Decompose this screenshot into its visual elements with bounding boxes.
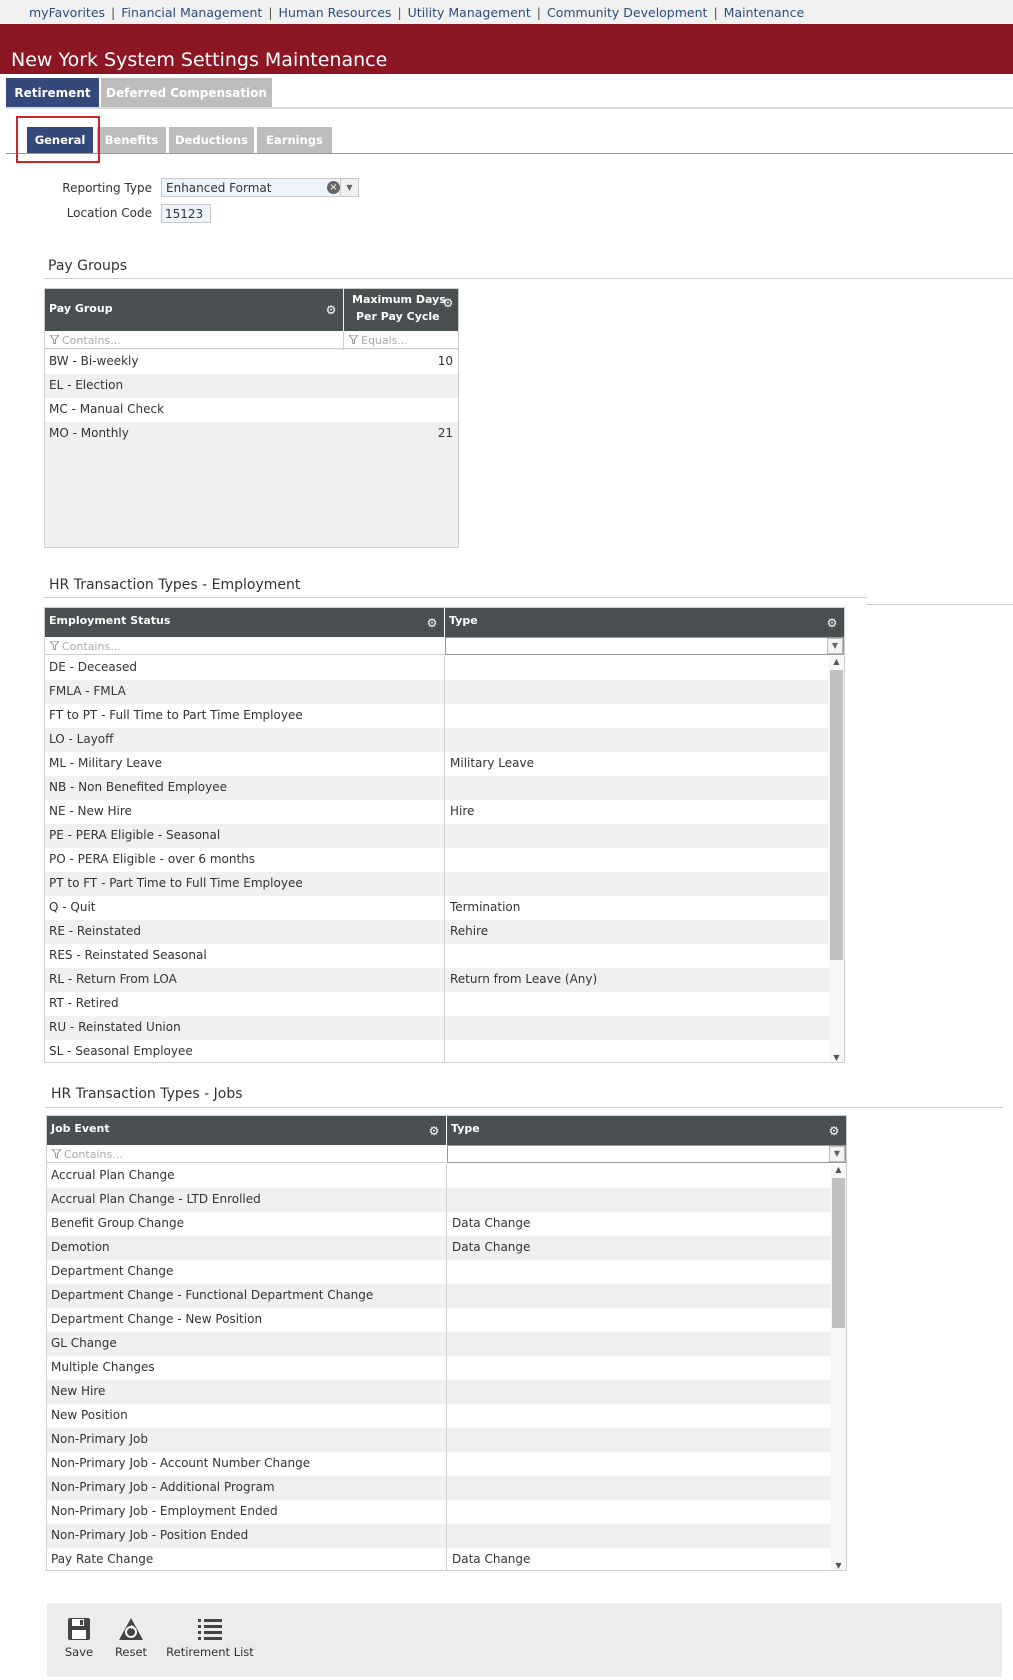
- job-event-cell: Demotion: [51, 1240, 110, 1254]
- job-event-cell: Non-Primary Job - Employment Ended: [51, 1504, 278, 1518]
- employment-status-filter-placeholder: Contains...: [62, 640, 121, 653]
- chevron-down-icon[interactable]: ▼: [340, 179, 358, 196]
- employment-divider: [44, 597, 867, 598]
- table-row[interactable]: [45, 896, 829, 920]
- subtab-earnings[interactable]: Earnings: [257, 127, 332, 153]
- employment-type-column-label: Type: [449, 614, 478, 627]
- table-row[interactable]: [47, 1356, 831, 1380]
- location-code-label: Location Code: [66, 206, 152, 220]
- nav-separator: |: [268, 5, 273, 20]
- action-toolbar: [47, 1603, 1002, 1677]
- jobs-scrollbar[interactable]: [831, 1164, 846, 1571]
- job-event-cell: Non-Primary Job - Position Ended: [51, 1528, 249, 1542]
- max-days-filter[interactable]: [344, 331, 458, 349]
- nav-separator: |: [111, 5, 116, 20]
- scroll-up-icon[interactable]: ▲: [835, 1165, 842, 1174]
- employment-status-cell: Q - Quit: [49, 900, 96, 914]
- employment-status-cell: RL - Return From LOA: [49, 972, 177, 986]
- pay-group-column-label: Pay Group: [49, 302, 113, 315]
- employment-scrollbar[interactable]: [829, 656, 844, 1063]
- nav-link-utility-management[interactable]: Utility Management: [407, 5, 531, 20]
- job-event-cell: Benefit Group Change: [51, 1216, 184, 1230]
- job-event-cell: Non-Primary Job: [51, 1432, 148, 1446]
- employment-status-cell: NB - Non Benefited Employee: [49, 780, 228, 794]
- employment-status-cell: LO - Layoff: [49, 732, 114, 746]
- gear-icon[interactable]: ⚙: [325, 303, 337, 317]
- employment-status-cell: DE - Deceased: [49, 660, 137, 674]
- employment-status-cell: NE - New Hire: [49, 804, 132, 818]
- filter-icon: [349, 335, 358, 344]
- employment-status-cell: PT to FT - Part Time to Full Time Employee: [49, 876, 303, 890]
- pay-groups-divider: [44, 278, 1013, 279]
- job-event-column-label: Job Event: [51, 1122, 110, 1135]
- job-event-cell: Department Change: [51, 1264, 174, 1278]
- pay-group-filter-placeholder: Contains...: [62, 334, 121, 347]
- job-type-filter[interactable]: [447, 1145, 846, 1163]
- employment-status-column-label: Employment Status: [49, 614, 171, 627]
- table-row[interactable]: [45, 656, 829, 680]
- employment-type-cell: Military Leave: [450, 756, 534, 770]
- retirement-list-button[interactable]: [165, 1603, 255, 1659]
- table-row[interactable]: [45, 1040, 829, 1063]
- jobs-title: HR Transaction Types - Jobs: [51, 1086, 243, 1102]
- location-code-input[interactable]: 15123: [161, 204, 211, 223]
- nav-separator: |: [536, 5, 541, 20]
- employment-rows: [45, 656, 829, 1063]
- nav-link-myfavorites[interactable]: myFavorites: [29, 5, 106, 20]
- table-row[interactable]: [45, 680, 829, 704]
- pay-groups-grid: [44, 288, 459, 548]
- tab-retirement[interactable]: Retirement: [6, 78, 99, 108]
- scroll-down-icon[interactable]: ▼: [833, 1053, 840, 1062]
- table-row[interactable]: [47, 1548, 831, 1571]
- table-row[interactable]: [47, 1476, 831, 1500]
- nav-link-human-resources[interactable]: Human Resources: [278, 5, 392, 20]
- employment-type-cell: Rehire: [450, 924, 489, 938]
- table-row[interactable]: [45, 776, 829, 800]
- page-header: [0, 24, 1013, 74]
- table-row[interactable]: [47, 1284, 831, 1308]
- list-icon: [197, 1617, 223, 1641]
- pay-group-cell: EL - Election: [49, 378, 124, 392]
- scrollbar-thumb[interactable]: [832, 1178, 845, 1328]
- table-row[interactable]: [47, 1236, 831, 1260]
- table-row[interactable]: [45, 920, 829, 944]
- job-event-cell: Department Change - Functional Department Change: [51, 1288, 374, 1302]
- gear-icon[interactable]: ⚙: [428, 1124, 440, 1138]
- column-divider: [446, 1164, 447, 1571]
- chevron-down-icon[interactable]: ▼: [829, 1146, 845, 1162]
- job-type-column-header[interactable]: [447, 1116, 846, 1145]
- job-event-cell: New Hire: [51, 1384, 106, 1398]
- job-type-cell: Data Change: [452, 1552, 531, 1566]
- nav-link-community-development[interactable]: Community Development: [546, 5, 708, 20]
- employment-type-column-header[interactable]: [445, 608, 844, 637]
- max-days-label-line1: Maximum Days: [352, 293, 446, 306]
- employment-status-filter[interactable]: [45, 637, 444, 655]
- employment-title: HR Transaction Types - Employment: [49, 577, 301, 593]
- jobs-grid: [46, 1115, 847, 1571]
- nav-separator: |: [397, 5, 402, 20]
- job-type-cell: Data Change: [452, 1216, 531, 1230]
- max-days-cell: 21: [437, 426, 453, 440]
- top-nav-links: [29, 5, 804, 20]
- reset-icon: [118, 1617, 144, 1641]
- table-row[interactable]: [47, 1524, 831, 1548]
- employment-type-cell: Hire: [450, 804, 475, 818]
- table-row[interactable]: [47, 1428, 831, 1452]
- table-row[interactable]: [45, 728, 829, 752]
- job-event-column-header[interactable]: [47, 1116, 446, 1145]
- page-title: New York System Settings Maintenance: [11, 49, 388, 71]
- table-row[interactable]: [47, 1260, 831, 1284]
- table-row[interactable]: [45, 752, 829, 776]
- pay-group-cell: BW - Bi-weekly: [49, 354, 139, 368]
- table-row[interactable]: [45, 944, 829, 968]
- reporting-type-value: Enhanced Format: [166, 181, 272, 195]
- table-row[interactable]: [45, 992, 829, 1016]
- sub-tabs-divider: [6, 153, 1013, 154]
- job-event-cell: Multiple Changes: [51, 1360, 155, 1374]
- table-row[interactable]: [45, 872, 829, 896]
- scrollbar-thumb[interactable]: [830, 670, 843, 960]
- employment-status-cell: ML - Military Leave: [49, 756, 162, 770]
- reporting-type-label: Reporting Type: [62, 181, 152, 195]
- scroll-down-icon[interactable]: ▼: [835, 1561, 842, 1570]
- pay-group-column-header[interactable]: [45, 289, 343, 331]
- top-nav: [0, 0, 1013, 25]
- max-days-label-line2: Per Pay Cycle: [356, 310, 440, 323]
- nav-link-maintenance[interactable]: Maintenance: [723, 5, 805, 20]
- job-event-cell: Accrual Plan Change - LTD Enrolled: [51, 1192, 261, 1206]
- job-event-cell: Department Change - New Position: [51, 1312, 263, 1326]
- pay-group-cell: MO - Monthly: [49, 426, 129, 440]
- reporting-type-select[interactable]: [161, 178, 359, 197]
- scroll-up-icon[interactable]: ▲: [833, 657, 840, 666]
- clear-icon[interactable]: ×: [327, 181, 340, 194]
- job-event-cell: New Position: [51, 1408, 128, 1422]
- reset-label: Reset: [114, 1645, 148, 1659]
- highlight-box: [16, 116, 100, 163]
- table-row[interactable]: [45, 422, 458, 446]
- job-event-cell: Pay Rate Change: [51, 1552, 154, 1566]
- table-row[interactable]: [45, 704, 829, 728]
- employment-status-cell: RU - Reinstated Union: [49, 1020, 181, 1034]
- pay-group-filter[interactable]: [45, 331, 343, 349]
- save-label: Save: [64, 1645, 94, 1659]
- table-row[interactable]: [47, 1164, 831, 1188]
- nav-separator: |: [713, 5, 718, 20]
- employment-type-cell: Return from Leave (Any): [450, 972, 598, 986]
- table-row[interactable]: [45, 350, 458, 374]
- table-row[interactable]: [45, 374, 458, 398]
- filter-icon: [50, 641, 59, 650]
- employment-status-cell: PE - PERA Eligible - Seasonal: [49, 828, 221, 842]
- table-row[interactable]: [45, 968, 829, 992]
- job-type-column-label: Type: [451, 1122, 480, 1135]
- employment-grid: [44, 607, 845, 1063]
- job-type-cell: Data Change: [452, 1240, 531, 1254]
- filter-icon: [52, 1149, 61, 1158]
- gear-icon[interactable]: ⚙: [826, 616, 838, 630]
- pay-group-cell: MC - Manual Check: [49, 402, 165, 416]
- filter-icon: [50, 335, 59, 344]
- subtab-benefits[interactable]: Benefits: [97, 127, 166, 153]
- job-event-filter[interactable]: [47, 1145, 446, 1163]
- employment-type-cell: Termination: [450, 900, 521, 914]
- main-tabs-divider: [6, 107, 1013, 109]
- job-event-cell: GL Change: [51, 1336, 117, 1350]
- employment-status-cell: FMLA - FMLA: [49, 684, 126, 698]
- table-row[interactable]: [45, 800, 829, 824]
- employment-status-cell: PO - PERA Eligible - over 6 months: [49, 852, 256, 866]
- table-row[interactable]: [47, 1308, 831, 1332]
- subtab-deductions[interactable]: Deductions: [169, 127, 254, 153]
- max-days-column-header[interactable]: [344, 289, 458, 331]
- gear-icon[interactable]: ⚙: [442, 296, 454, 310]
- jobs-rows: [47, 1164, 831, 1571]
- save-icon: [67, 1617, 91, 1641]
- job-event-filter-placeholder: Contains...: [64, 1148, 123, 1161]
- nav-link-financial-management[interactable]: Financial Management: [121, 5, 263, 20]
- job-event-cell: Non-Primary Job - Additional Program: [51, 1480, 275, 1494]
- table-row[interactable]: [47, 1452, 831, 1476]
- table-row[interactable]: [45, 848, 829, 872]
- chevron-down-icon[interactable]: ▼: [827, 638, 843, 654]
- table-row[interactable]: [47, 1500, 831, 1524]
- retirement-list-label: Retirement List: [166, 1645, 254, 1659]
- table-row[interactable]: [47, 1212, 831, 1236]
- jobs-divider: [46, 1107, 1003, 1108]
- job-event-cell: Non-Primary Job - Account Number Change: [51, 1456, 311, 1470]
- reset-button[interactable]: [111, 1603, 151, 1659]
- max-days-filter-placeholder: Equals...: [361, 334, 408, 347]
- subtab-general[interactable]: General: [27, 127, 93, 153]
- employment-status-cell: FT to PT - Full Time to Part Time Employee: [49, 708, 303, 722]
- employment-status-column-header[interactable]: [45, 608, 444, 637]
- employment-status-cell: SL - Seasonal Employee: [49, 1044, 193, 1058]
- table-row[interactable]: [45, 1016, 829, 1040]
- employment-type-filter[interactable]: [445, 637, 844, 655]
- save-button[interactable]: [59, 1603, 99, 1659]
- column-divider: [444, 656, 445, 1063]
- table-row[interactable]: [47, 1404, 831, 1428]
- section-divider: [867, 604, 1013, 605]
- pay-groups-title: Pay Groups: [48, 258, 128, 274]
- table-row[interactable]: [47, 1332, 831, 1356]
- table-row[interactable]: [47, 1188, 831, 1212]
- employment-status-cell: RES - Reinstated Seasonal: [49, 948, 207, 962]
- employment-status-cell: RT - Retired: [49, 996, 119, 1010]
- gear-icon[interactable]: ⚙: [426, 616, 438, 630]
- job-event-cell: Accrual Plan Change: [51, 1168, 175, 1182]
- table-row[interactable]: [45, 824, 829, 848]
- gear-icon[interactable]: ⚙: [828, 1124, 840, 1138]
- max-days-cell: 10: [437, 354, 453, 368]
- table-row[interactable]: [45, 398, 458, 422]
- table-row[interactable]: [47, 1380, 831, 1404]
- tab-deferred-compensation[interactable]: Deferred Compensation: [101, 78, 272, 108]
- employment-status-cell: RE - Reinstated: [49, 924, 142, 938]
